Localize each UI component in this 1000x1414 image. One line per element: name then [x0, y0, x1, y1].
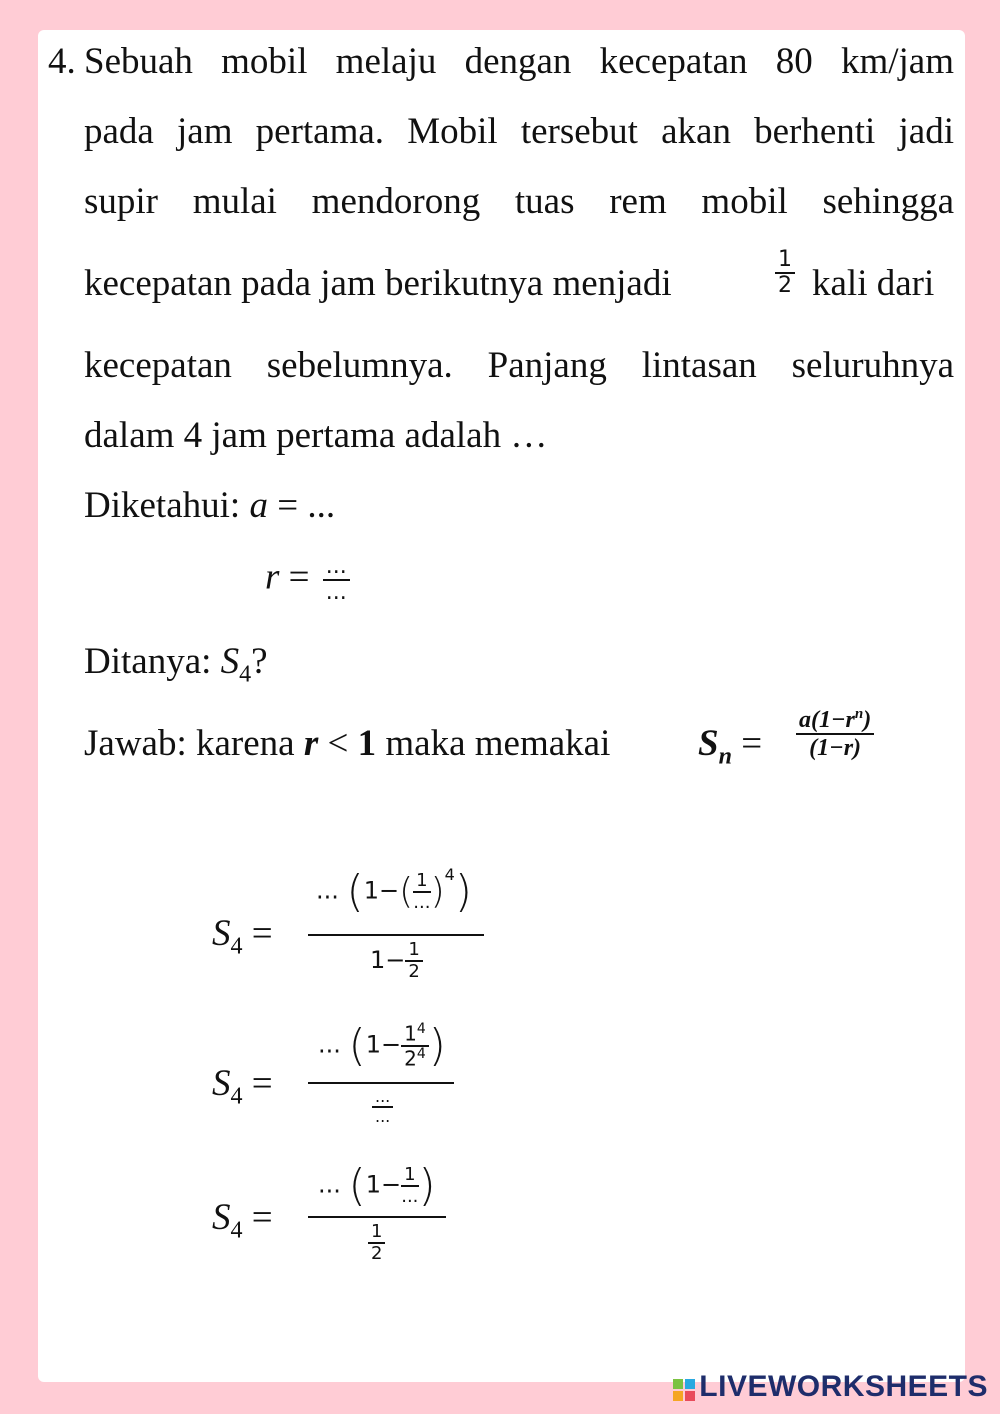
question-line-2: pada jam pertama. Mobil tersebut akan berhenti jadi — [84, 111, 954, 152]
known-row-r — [265, 555, 350, 605]
liveworksheets-icon — [673, 1375, 695, 1397]
step-3-numerator: ... (1− $\frac{1}{...}$ ) — [318, 1160, 436, 1211]
question-number: 4. — [48, 41, 76, 82]
question-line-6: dalam 4 jam pertama adalah … — [84, 415, 548, 456]
step-1-blank-inner[interactable]: ... — [413, 891, 431, 913]
step-1-numerator: ... (1−( $\frac{1}{...}$ )$^4$) — [316, 864, 472, 917]
answer-cond-var: r — [303, 723, 319, 764]
step-2-denominator — [372, 1088, 393, 1125]
asked-row — [84, 640, 268, 688]
step-2-fraction-bar — [308, 1082, 454, 1084]
formula-den: (1−r) — [809, 735, 862, 762]
step-2-blank-den-den[interactable]: ... — [375, 1106, 391, 1126]
step-2-lhs: $S_4$ = — [212, 1063, 273, 1110]
question-line-1: Sebuah mobil melaju dengan kecepatan 80 km/jam — [84, 41, 954, 82]
asked-sub: 4 — [239, 661, 252, 688]
question-line-4a: kecepatan pada jam berikutnya menjadi — [84, 263, 672, 304]
known-r-den[interactable]: ... — [325, 580, 347, 606]
asked-label: Ditanya: — [84, 641, 212, 682]
known-r-var: r — [265, 556, 280, 598]
question-line-4b: kali dari — [812, 263, 935, 304]
step-2-blank-a[interactable]: ... — [318, 1030, 341, 1059]
formula-num-exp: n — [854, 706, 864, 722]
step-3-blank-inner[interactable]: ... — [401, 1185, 419, 1207]
question-line-5: kecepatan sebelumnya. Panjang lintasan seluruhnya — [84, 345, 954, 386]
liveworksheets-logo[interactable] — [673, 1370, 988, 1404]
known-a-value[interactable]: ... — [307, 485, 336, 526]
answer-prefix: Jawab: karena — [84, 723, 295, 764]
answer-row — [84, 722, 610, 765]
answer-mid: maka memakai — [385, 723, 611, 764]
asked-q: ? — [251, 641, 268, 682]
asked-var: S — [220, 641, 240, 682]
known-label: Diketahui: — [84, 485, 241, 526]
step-3-denominator: $\frac{1}{2}$ — [368, 1222, 385, 1264]
step-3-fraction-bar — [308, 1216, 446, 1218]
known-r-num[interactable]: ... — [323, 555, 350, 581]
answer-cond-op: < — [327, 723, 349, 764]
known-a-var: a — [249, 485, 268, 526]
question-fraction-den: 2 — [778, 273, 792, 299]
question-fraction — [775, 248, 795, 298]
step-3-lhs: $S_4$ = — [212, 1197, 273, 1244]
brand-text: LIVEWORKSHEETS — [699, 1370, 988, 1403]
known-a-eq: = — [277, 485, 299, 526]
step-1-blank-a[interactable]: ... — [316, 876, 339, 905]
step-2-blank-den-num[interactable]: ... — [372, 1088, 393, 1108]
step-1-fraction-bar — [308, 934, 484, 936]
known-r-eq: = — [288, 556, 310, 598]
formula-num: a(1−r — [799, 707, 855, 733]
known-row-a — [84, 484, 335, 527]
question-line-3: supir mulai mendorong tuas rem mobil sehingga — [84, 181, 954, 222]
question-fraction-num: 1 — [775, 248, 795, 274]
step-3-blank-a[interactable]: ... — [318, 1170, 341, 1199]
answer-cond-val: 1 — [357, 723, 377, 764]
step-2-numerator: ... (1− $\frac{1^4}{2^4}$ ) — [318, 1020, 446, 1071]
step-1-denominator: 1− $\frac{1}{2}$ — [370, 940, 423, 982]
step-1-lhs: $S_4$ = — [212, 913, 273, 960]
formula-fraction: $\frac{a(1-r^n)}{(1-r)}$ — [796, 706, 874, 762]
formula-lhs: $S_n$ = — [698, 723, 763, 770]
